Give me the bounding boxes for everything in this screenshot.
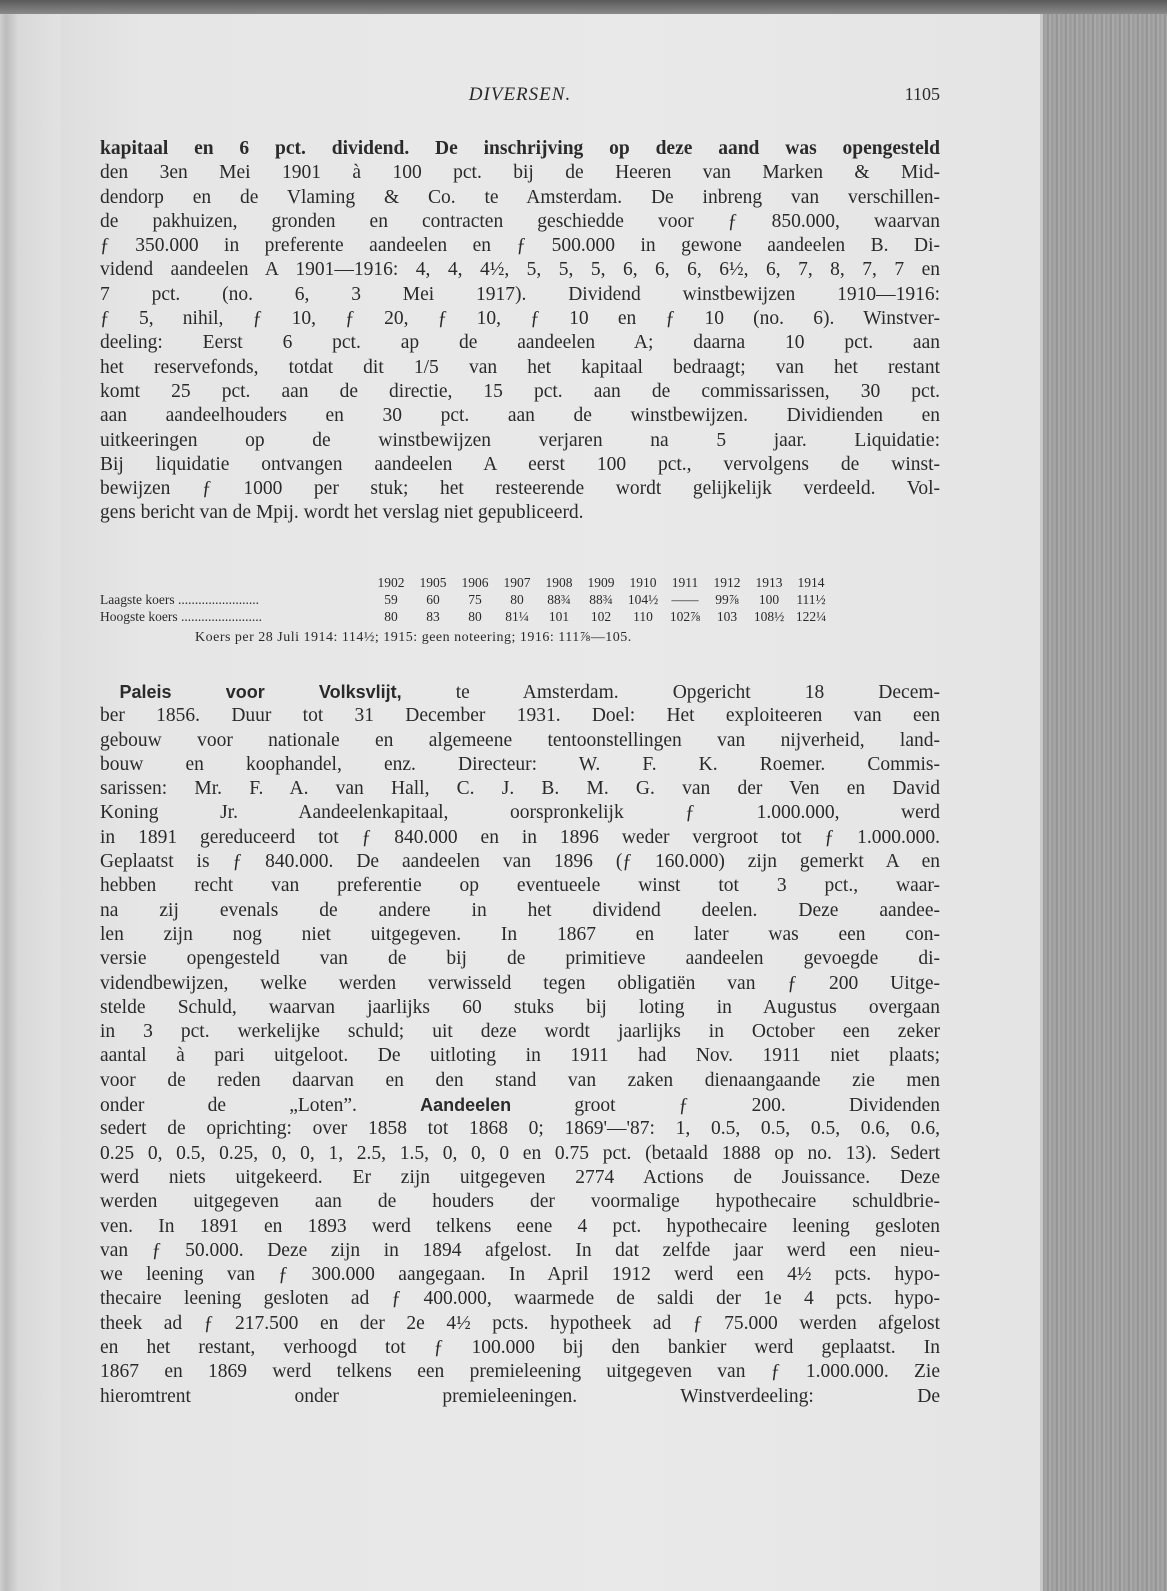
table-row-hoogste: [100, 608, 832, 625]
text-line: bewijzen ƒ 1000 per stuk; het resteerende wordt gelijkelijk verdeeld. Vol-: [100, 478, 940, 500]
text-line: gebouw voor nationale en algemeene tentoonstellingen van nijverheid, land-: [100, 729, 940, 751]
row-label: Hoogste koers ........................: [100, 609, 262, 624]
text-line: na zij evenals de andere in het dividend deelen. Deze aandee-: [100, 899, 940, 921]
text-line: ven. In 1891 en 1893 werd telkens eene 4 pct. hypothecaire leening gesloten: [100, 1215, 940, 1237]
scan-top-edge: [0, 0, 1167, 14]
value-cell: 81¼: [505, 609, 529, 624]
year-cell: 1909: [587, 575, 615, 590]
text-line: het reservefonds, totdat dit 1/5 van het kapitaal bedraagt; van het restant: [100, 356, 940, 378]
text-line: 1867 en 1869 werd telkens een premieleening uitgegeven van ƒ 1.000.000. Zie: [100, 1361, 940, 1383]
text-line: deeling: Eerst 6 pct. ap de aandeelen A; daarna 10 pct. aan: [100, 332, 940, 354]
value-cell: 60: [426, 592, 440, 607]
value-cell: 83: [426, 609, 440, 624]
value-cell: 80: [510, 592, 524, 607]
text-line: in 1891 gereduceerd tot ƒ 840.000 en in 1896 weder vergroot tot ƒ 1.000.000.: [100, 826, 940, 848]
text-line: kapitaal en 6 pct. dividend. De inschrijving op deze aand was opengesteld: [100, 138, 940, 159]
year-cell: 1905: [419, 575, 447, 590]
text-line: van ƒ 50.000. Deze zijn in 1894 afgelost. In dat zelfde jaar werd een nieu-: [100, 1239, 940, 1261]
value-cell: 80: [468, 609, 482, 624]
koers-note: Koers per 28 Juli 1914: 114½; 1915: geen noteering; 1916: 111⅞—105.: [195, 630, 632, 645]
year-cell: 1913: [755, 575, 783, 590]
year-cell: 1914: [797, 575, 825, 590]
text-line: en het restant, verhoogd tot ƒ 100.000 bij den bankier werd geplaatst. In: [100, 1337, 940, 1359]
text-line: thecaire leening gesloten ad ƒ 400.000, waarmede de saldi der 1e 4 pcts. hypo-: [100, 1288, 940, 1310]
text-line: in 3 pct. werkelijke schuld; uit deze wordt jaarlijks in October een zeker: [100, 1021, 940, 1043]
aandeelen-label: Aandeelen: [420, 1095, 512, 1116]
text-line: stelde Schuld, waarvan jaarlijks 60 stuks bij loting in Augustus overgaan: [100, 996, 940, 1018]
value-cell: 122¼: [795, 609, 827, 624]
year-cell: 1908: [545, 575, 573, 590]
text-line: vidend aandeelen A 1901—1916: 4, 4, 4½, 5, 5, 5, 6, 6, 6, 6½, 6, 7, 8, 7, 7 en: [100, 259, 940, 281]
section-continued-text: [100, 137, 940, 526]
year-cell: 1912: [713, 575, 741, 590]
value-cell: 80: [384, 609, 398, 624]
text-line: aantal à pari uitgeloot. De uitloting in 1911 had Nov. 1911 niet plaats;: [100, 1045, 940, 1067]
text-line: bouw en koophandel, enz. Directeur: W. F. K. Roemer. Commis-: [100, 753, 940, 775]
aandeelen-line: [100, 1093, 940, 1117]
text-line: 7 pct. (no. 6, 3 Mei 1917). Dividend winstbewijzen 1910—1916:: [100, 283, 940, 305]
text-line: gens bericht van de Mpij. wordt het verslag niet gepubliceerd.: [100, 502, 584, 524]
text-line: ƒ 350.000 in preferente aandeelen en ƒ 500.000 in gewone aandeelen B. Di-: [100, 235, 940, 257]
text-line: uitkeeringen op de winstbewijzen verjaren na 5 jaar. Liquidatie:: [100, 429, 940, 451]
koers-table: [100, 574, 832, 625]
text-line: Geplaatst is ƒ 840.000. De aandeelen van 1896 (ƒ 160.000) zijn gemerkt A en: [100, 851, 940, 873]
text-line: ƒ 5, nihil, ƒ 10, ƒ 20, ƒ 10, ƒ 10 en ƒ 10 (no. 6). Winstver-: [100, 308, 940, 330]
row-label: Laagste koers ........................: [100, 592, 259, 607]
section-paleis-voor-volksvlijt: [100, 680, 940, 1409]
value-cell: 102: [590, 609, 612, 624]
text-line: we leening van ƒ 300.000 aangegaan. In April 1912 werd een 4½ pcts. hypo-: [100, 1264, 940, 1286]
page-gutter-shadow: [0, 14, 60, 1591]
table-row-laagste: [100, 591, 832, 608]
text-line: komt 25 pct. aan de directie, 15 pct. aan de commissarissen, 30 pct.: [100, 380, 940, 402]
running-header: [100, 84, 940, 108]
koers-header-row: [100, 574, 832, 591]
page-number: 1105: [904, 84, 940, 104]
value-cell: 75: [468, 592, 482, 607]
text-line: theek ad ƒ 217.500 en der 2e 4½ pcts. hypotheek ad ƒ 75.000 werden afgelost: [100, 1312, 940, 1334]
text-line: dendorp en de Vlaming & Co. te Amsterdam. De inbreng van verschillen-: [100, 186, 940, 208]
value-cell: 103: [716, 609, 738, 624]
value-cell: 104½: [627, 592, 659, 607]
text-line: versie opengesteld van de bij de primitieve aandeelen gevoegde di-: [100, 948, 940, 970]
value-cell: 88¾: [547, 592, 571, 607]
text-line: hieromtrent onder premieleeningen. Winstverdeeling: De: [100, 1385, 940, 1407]
text-line: voor de reden daarvan en den stand van zaken dienaangaande zie men: [100, 1069, 940, 1091]
value-cell: 111½: [796, 592, 826, 607]
text-fragment: onder de „Loten”.: [100, 1095, 421, 1117]
value-cell: 99⅞: [715, 592, 739, 607]
year-cell: 1911: [671, 575, 699, 590]
text-line: sarissen: Mr. F. A. van Hall, C. J. B. M. G. van der Ven en David: [100, 778, 940, 800]
value-cell: 59: [384, 592, 398, 607]
text-fragment: te Amsterdam. Opgericht 18 Decem-: [401, 682, 941, 703]
value-cell: 88¾: [589, 592, 613, 607]
text-line: hebben recht van preferentie op eventueele winst tot 3 pct., waar-: [100, 875, 940, 897]
year-cell: 1907: [503, 575, 531, 590]
value-cell: 100: [758, 592, 780, 607]
text-line: den 3en Mei 1901 à 100 pct. bij de Heeren van Marken & Mid-: [100, 162, 940, 184]
book-page-edges: [1043, 14, 1167, 1591]
text-line: de pakhuizen, gronden en contracten geschiedde voor ƒ 850.000, waarvan: [100, 210, 940, 232]
year-cell: 1902: [377, 575, 405, 590]
text-line: werden uitgegeven aan de houders der voormalige hypothecaire schuldbrie-: [100, 1191, 940, 1213]
value-cell: ——: [671, 592, 699, 607]
text-line: Koning Jr. Aandeelenkapitaal, oorspronkelijk ƒ 1.000.000, werd: [100, 802, 940, 824]
text-line: werd niets uitgekeerd. Er zijn uitgegeven 2774 Actions de Jouissance. Deze: [100, 1166, 940, 1188]
text-line: len zijn nog niet uitgegeven. In 1867 en later was een con-: [100, 923, 940, 945]
text-line: ber 1856. Duur tot 31 December 1931. Doel: Het exploiteeren van een: [100, 705, 940, 727]
entry-heading-line: [100, 680, 940, 704]
value-cell: 110: [633, 609, 653, 624]
text-line: 0.25 0, 0.5, 0.25, 0, 0, 1, 2.5, 1.5, 0, 0, 0 en 0.75 pct. (betaald 1888 op no. 13). Sedert: [100, 1142, 940, 1164]
value-cell: 108½: [753, 609, 785, 624]
value-cell: 101: [548, 609, 570, 624]
text-line: aan aandeelhouders en 30 pct. aan de winstbewijzen. Dividienden en: [100, 405, 940, 427]
text-line: sedert de oprichting: over 1858 tot 1868 0; 1869'—'87: 1, 0.5, 0.5, 0.5, 0.6, 0.6,: [100, 1118, 940, 1140]
value-cell: 102⅞: [669, 609, 701, 624]
year-cell: 1910: [629, 575, 657, 590]
year-cell: 1906: [461, 575, 489, 590]
text-fragment: groot ƒ 200. Dividenden: [511, 1095, 940, 1117]
text-line: Bij liquidatie ontvangen aandeelen A eerst 100 pct., vervolgens de winst-: [100, 453, 940, 475]
text-line: videndbewijzen, welke werden verwisseld tegen obligatiën van ƒ 200 Uitge-: [100, 972, 940, 994]
running-header-title: DIVERSEN.: [468, 84, 572, 105]
company-name: Paleis voor Volksvlijt,: [119, 682, 402, 702]
